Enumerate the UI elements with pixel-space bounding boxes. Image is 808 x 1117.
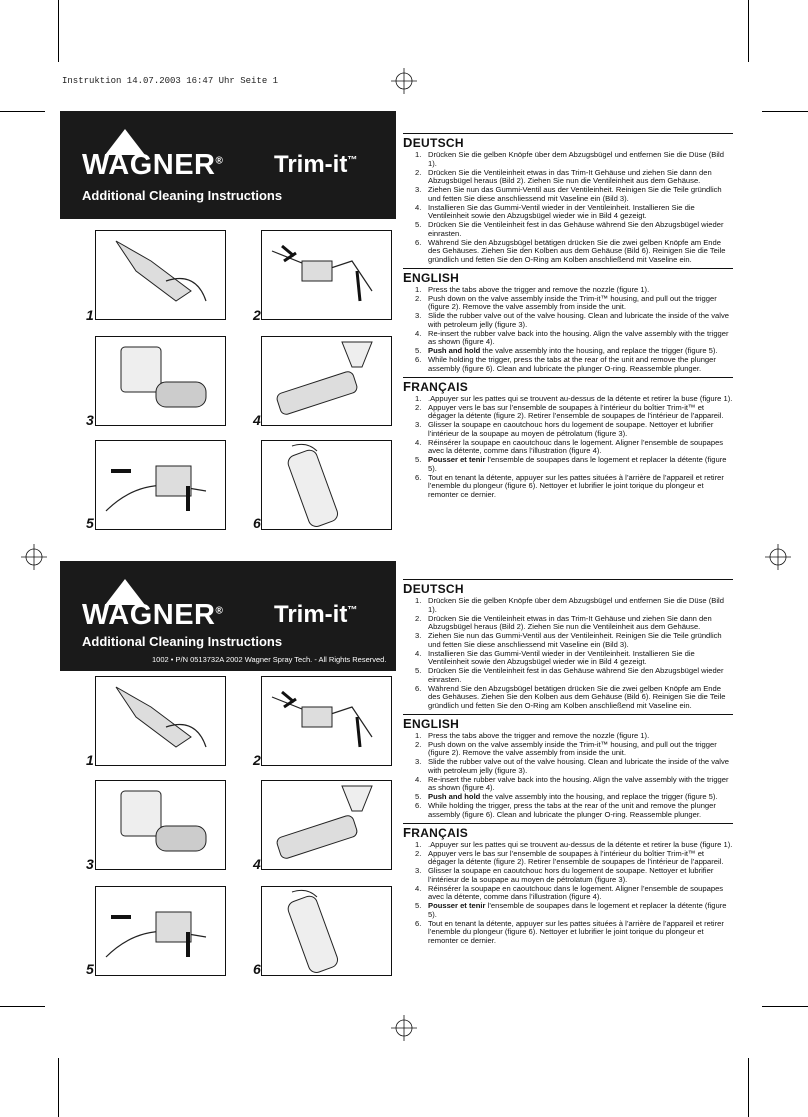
step-item: 5. Drücken Sie die Ventileinheit fest in das Gehäuse während Sie den Abzugsbügel wieder einrasten.	[415, 220, 724, 238]
banner-subtitle: Additional Cleaning Instructions	[82, 634, 283, 649]
step-item: 2. Drücken Sie die Ventileinheit etwas in das Trim-It Gehäuse und ziehen Sie dann den Abzugsbügel heraus (Bild 2). Ziehen Sie nun die Ventileinheit aus dem Gehäuse.	[415, 167, 712, 186]
crop-mark	[748, 0, 749, 62]
step-item: 2. Push down on the valve assembly inside the Trim-it™ housing, and pull out the trigger (figure 2). Remove the valve assembly from inside the unit.	[415, 293, 717, 312]
figure-4	[261, 780, 392, 870]
product-name: Trim-it™	[274, 151, 358, 178]
figure-number: 3	[86, 856, 94, 872]
figure-1	[95, 676, 226, 766]
step-item: 1. Drücken Sie die gelben Knöpfe über dem Abzugsbügel und entfernen Sie die Düse (Bild 1).	[415, 150, 724, 168]
step-item: 1. Press the tabs above the trigger and remove the nozzle (figure 1).	[415, 284, 650, 294]
figure-6	[261, 886, 392, 976]
figure-number: 2	[253, 752, 261, 768]
step-item: 1. Drücken Sie die gelben Knöpfe über dem Abzugsbügel und entfernen Sie die Düse (Bild 1).	[415, 596, 724, 614]
print-slug: Instruktion 14.07.2003 16:47 Uhr Seite 1	[62, 76, 279, 86]
section-heading-deutsch: DEUTSCH	[403, 133, 733, 150]
figure-3	[95, 780, 226, 870]
figure-number: 6	[253, 515, 261, 531]
figure-number: 6	[253, 961, 261, 977]
crop-mark	[58, 1058, 59, 1117]
figure-4	[261, 336, 392, 426]
figure-2	[261, 230, 392, 320]
step-item: 5. Push and hold the valve assembly into the housing, and replace the trigger (figure 5).	[415, 792, 718, 802]
figure-number: 5	[86, 961, 94, 977]
instructions-column	[403, 579, 733, 946]
section-heading-english: ENGLISH	[403, 714, 733, 731]
step-item: 2. Drücken Sie die Ventileinheit etwas in das Trim-It Gehäuse und ziehen Sie dann den Abzugsbügel heraus (Bild 2). Ziehen Sie nun die Ventileinheit aus dem Gehäuse.	[415, 613, 712, 632]
figure-number: 4	[253, 412, 261, 428]
crop-mark	[762, 1006, 808, 1007]
brand-name: WAGNER®	[82, 599, 224, 631]
steps-deutsch	[403, 597, 733, 711]
instructions-column	[403, 133, 733, 500]
step-item: 5. Drücken Sie die Ventileinheit fest in das Gehäuse während Sie den Abzugsbügel wieder einrasten.	[415, 666, 724, 684]
step-item: 3. Glisser la soupape en caoutchouc hors du logement de soupape. Nettoyer et lubrifier l’intérieur de la soupape au moyen de pétrolatum (figure 3).	[415, 420, 714, 438]
figure-2	[261, 676, 392, 766]
step-item: 1. .Appuyer sur les pattes qui se trouvent au-dessus de la détente et retirer la buse (figure 1).	[415, 839, 733, 849]
figure-1	[95, 230, 226, 320]
steps-francais	[403, 841, 733, 946]
header-banner	[60, 561, 396, 671]
figure-number: 2	[253, 307, 261, 323]
figure-number: 1	[86, 752, 94, 768]
step-item: 3. Ziehen Sie nun das Gummi-Ventil aus der Ventileinheit. Reinigen Sie die Teile gründlich und fetten Sie diese anschliessend mit Vaseline ein (Bild 3).	[415, 185, 722, 203]
step-item: 3. Glisser la soupape en caoutchouc hors du logement de soupape. Nettoyer et lubrifier l’intérieur de la soupape au moyen de pétrolatum (figure 3).	[415, 866, 714, 884]
registration-mark-icon	[391, 68, 417, 94]
figure-number: 1	[86, 307, 94, 323]
step-item: 6. Während Sie den Abzugsbügel betätigen drücken Sie die zwei gelben Knöpfe am Ende des Gehäuses. Ziehen Sie den Kolben aus dem Gehäuse (Bild 6). Reinigen Sie die Teile gründlich und fetten Sie den O-Ring am Kolben anschließend mit Vaseline ein.	[415, 683, 726, 711]
brand-name: WAGNER®	[82, 149, 224, 181]
figure-number: 3	[86, 412, 94, 428]
part-number: 1002 • P/N 0513732A 2002 Wagner Spray Tech. - All Rights Reserved.	[152, 655, 387, 664]
steps-deutsch	[403, 151, 733, 265]
step-item: 6. Während Sie den Abzugsbügel betätigen drücken Sie die zwei gelben Knöpfe am Ende des Gehäuses. Ziehen Sie den Kolben aus dem Gehäuse (Bild 6). Reinigen Sie die Teile gründlich und fetten Sie den O-Ring am Kolben anschließend mit Vaseline ein.	[415, 237, 726, 265]
step-item: 3. Ziehen Sie nun das Gummi-Ventil aus der Ventileinheit. Reinigen Sie die Teile gründlich und fetten Sie diese anschliessend mit Vaseline ein (Bild 3).	[415, 631, 722, 649]
step-item: 2. Appuyer vers le bas sur l’ensemble de soupapes à l’intérieur du boîtier Trim-it™ et dégager la détente (figure 2). Retirer l’ensemble de soupapes de l’intérieur de l’appareil.	[415, 402, 724, 421]
step-item: 3. Slide the rubber valve out of the valve housing. Clean and lubricate the inside of the valve with petroleum jelly (figure 3).	[415, 757, 729, 775]
step-item: 4. Réinsérer la soupape en caoutchouc dans le logement. Aligner l’ensemble de soupapes avec la détente, comme dans l’illustration (figure 4).	[415, 437, 724, 456]
crop-mark	[748, 1058, 749, 1117]
step-item: 4. Installieren Sie das Gummi-Ventil wieder in der Ventileinheit. Installieren Sie die Ventileinheit sowie den Abzugsbügel wieder wie in Bild 4 gezeigt.	[415, 202, 695, 221]
step-item: 6. Tout en tenant la détente, appuyer sur les pattes situées à l’arrière de l’appareil et retirer l’enemble du plongeur (figure 6). Nettoyer et lubrifier le joint torique du plongeur et remonter ce dernier.	[415, 918, 724, 946]
product-name: Trim-it™	[274, 601, 358, 628]
crop-mark	[0, 111, 45, 112]
steps-francais	[403, 395, 733, 500]
steps-english	[403, 732, 733, 820]
step-item: 5. Pousser et tenir l’ensemble de soupapes dans le logement et replacer la détente (figure 5).	[415, 455, 727, 473]
steps-english	[403, 286, 733, 374]
step-item: 4. Réinsérer la soupape en caoutchouc dans le logement. Aligner l’ensemble de soupapes avec la détente, comme dans l’illustration (figure 4).	[415, 883, 724, 902]
banner-subtitle: Additional Cleaning Instructions	[82, 188, 283, 203]
step-item: 3. Slide the rubber valve out of the valve housing. Clean and lubricate the inside of the valve with petroleum jelly (figure 3).	[415, 311, 729, 329]
figure-number: 4	[253, 856, 261, 872]
section-heading-francais: FRANÇAIS	[403, 377, 733, 394]
header-banner	[60, 111, 396, 219]
crop-mark	[58, 0, 59, 62]
figure-5	[95, 886, 226, 976]
figure-6	[261, 440, 392, 530]
step-item: 1. .Appuyer sur les pattes qui se trouvent au-dessus de la détente et retirer la buse (figure 1).	[415, 393, 733, 403]
crop-mark	[0, 1006, 45, 1007]
crop-mark	[762, 111, 808, 112]
step-item: 6. While holding the trigger, press the tabs at the rear of the unit and remove the plunger assembly (figure 6). Clean and lubricate the plunger O-ring. Reassemble plunger.	[415, 355, 716, 373]
registration-mark-icon	[391, 1015, 417, 1041]
step-item: 1. Press the tabs above the trigger and remove the nozzle (figure 1).	[415, 730, 650, 740]
step-item: 6. Tout en tenant la détente, appuyer sur les pattes situées à l’arrière de l’appareil et retirer l’enemble du plongeur (figure 6). Nettoyer et lubrifier le joint torique du plongeur et remonter ce dernier.	[415, 472, 724, 500]
step-item: 2. Push down on the valve assembly inside the Trim-it™ housing, and pull out the trigger (figure 2). Remove the valve assembly from inside the unit.	[415, 739, 717, 758]
section-heading-english: ENGLISH	[403, 268, 733, 285]
step-item: 4. Re-insert the rubber valve back into the housing. Align the valve assembly with the trigger as shown (figure 4).	[415, 328, 729, 347]
step-item: 6. While holding the trigger, press the tabs at the rear of the unit and remove the plunger assembly (figure 6). Clean and lubricate the plunger O-ring. Reassemble plunger.	[415, 801, 716, 819]
step-item: 4. Installieren Sie das Gummi-Ventil wieder in der Ventileinheit. Installieren Sie die Ventileinheit sowie den Abzugsbügel wieder wie in Bild 4 gezeigt.	[415, 648, 695, 667]
figure-5	[95, 440, 226, 530]
registration-mark-icon	[21, 544, 47, 570]
section-heading-deutsch: DEUTSCH	[403, 579, 733, 596]
figure-number: 5	[86, 515, 94, 531]
step-item: 5. Pousser et tenir l’ensemble de soupapes dans le logement et replacer la détente (figure 5).	[415, 901, 727, 919]
registration-mark-icon	[765, 544, 791, 570]
step-item: 5. Push and hold the valve assembly into the housing, and replace the trigger (figure 5).	[415, 346, 718, 356]
section-heading-francais: FRANÇAIS	[403, 823, 733, 840]
step-item: 2. Appuyer vers le bas sur l’ensemble de soupapes à l’intérieur du boîtier Trim-it™ et dégager la détente (figure 2). Retirer l’ensemble de soupapes de l’intérieur de l’appareil.	[415, 848, 724, 867]
step-item: 4. Re-insert the rubber valve back into the housing. Align the valve assembly with the trigger as shown (figure 4).	[415, 774, 729, 793]
figure-3	[95, 336, 226, 426]
